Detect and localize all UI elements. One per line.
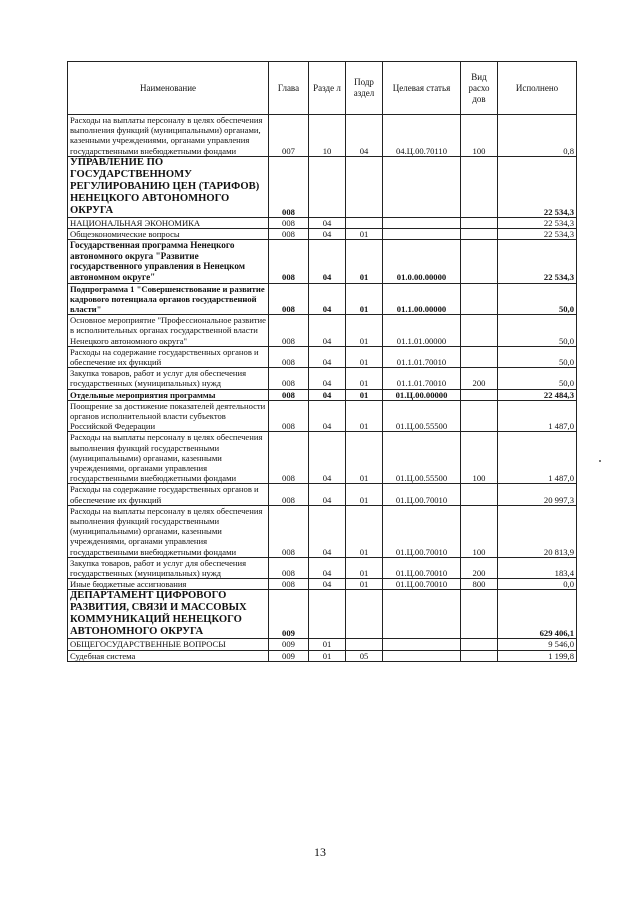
cell-ispolneno: 0,0 bbox=[498, 579, 577, 590]
cell-glava: 009 bbox=[269, 639, 309, 650]
cell-glava: 008 bbox=[269, 217, 309, 228]
table-row bbox=[68, 557, 577, 578]
cell-ispolneno: 20 813,9 bbox=[498, 505, 577, 557]
table-row bbox=[68, 283, 577, 315]
cell-glava: 008 bbox=[269, 389, 309, 400]
cell-glava: 008 bbox=[269, 315, 309, 347]
cell-statya: 01.Ц.00.70010 bbox=[383, 557, 461, 578]
table-body bbox=[68, 115, 577, 662]
table-row bbox=[68, 432, 577, 484]
cell-name: Расходы на выплаты персоналу в целях обеспечения выполнения функций государственными (муниципальными) органами, казенными учреждениями, органами управления государственными внебюджетными фондами bbox=[68, 432, 269, 484]
cell-statya: 01.Ц.00.55500 bbox=[383, 400, 461, 432]
cell-glava: 008 bbox=[269, 579, 309, 590]
cell-statya: 01.1.00.00000 bbox=[383, 283, 461, 315]
cell-glava: 008 bbox=[269, 432, 309, 484]
cell-razdel: 04 bbox=[309, 505, 346, 557]
table-row bbox=[68, 368, 577, 389]
cell-vid: 100 bbox=[461, 115, 498, 157]
table-header bbox=[68, 62, 577, 115]
header-vid: Вид расхо дов bbox=[461, 62, 498, 115]
cell-statya bbox=[383, 229, 461, 240]
cell-name: Расходы на содержание государственных органов и обеспечение их функций bbox=[68, 484, 269, 505]
header-name: Наименование bbox=[68, 62, 269, 115]
cell-glava: 008 bbox=[269, 229, 309, 240]
cell-podrazdel: 01 bbox=[346, 346, 383, 367]
cell-podrazdel: 01 bbox=[346, 240, 383, 283]
cell-razdel: 04 bbox=[309, 579, 346, 590]
cell-name: ОБЩЕГОСУДАРСТВЕННЫЕ ВОПРОСЫ bbox=[68, 639, 269, 650]
header-statya: Целевая статья bbox=[383, 62, 461, 115]
cell-razdel: 10 bbox=[309, 115, 346, 157]
cell-ispolneno: 50,0 bbox=[498, 315, 577, 347]
cell-ispolneno: 22 534,3 bbox=[498, 240, 577, 283]
cell-glava: 008 bbox=[269, 484, 309, 505]
cell-vid bbox=[461, 590, 498, 639]
cell-ispolneno: 1 199,8 bbox=[498, 650, 577, 661]
cell-name: НАЦИОНАЛЬНАЯ ЭКОНОМИКА bbox=[68, 217, 269, 228]
table-row bbox=[68, 579, 577, 590]
cell-name: Государственная программа Ненецкого автономного округа "Развитие государственного управления в Ненецком автономном округе" bbox=[68, 240, 269, 283]
cell-name: Расходы на выплаты персоналу в целях обеспечения выполнения функций государственными (муниципальными) органами, казенными учреждениями, органами управления государственными внебюджетными фондами bbox=[68, 505, 269, 557]
cell-razdel: 04 bbox=[309, 346, 346, 367]
cell-name: Закупка товаров, работ и услуг для обеспечения государственных (муниципальных) нужд bbox=[68, 557, 269, 578]
cell-podrazdel: 04 bbox=[346, 115, 383, 157]
cell-vid: 200 bbox=[461, 557, 498, 578]
cell-ispolneno: 50,0 bbox=[498, 368, 577, 389]
cell-vid bbox=[461, 389, 498, 400]
cell-ispolneno: 9 546,0 bbox=[498, 639, 577, 650]
cell-statya: 01.1.01.70010 bbox=[383, 368, 461, 389]
cell-ispolneno: 50,0 bbox=[498, 283, 577, 315]
cell-glava: 008 bbox=[269, 400, 309, 432]
header-ispolneno: Исполнено bbox=[498, 62, 577, 115]
table-row bbox=[68, 315, 577, 347]
table-row bbox=[68, 346, 577, 367]
budget-table bbox=[67, 61, 577, 662]
cell-razdel: 01 bbox=[309, 639, 346, 650]
cell-vid: 100 bbox=[461, 432, 498, 484]
page-number: 13 bbox=[314, 845, 326, 859]
cell-ispolneno: 22 484,3 bbox=[498, 389, 577, 400]
cell-ispolneno: 22 534,3 bbox=[498, 229, 577, 240]
cell-podrazdel bbox=[346, 217, 383, 228]
cell-statya bbox=[383, 156, 461, 217]
cell-podrazdel: 01 bbox=[346, 557, 383, 578]
cell-ispolneno: 22 534,3 bbox=[498, 217, 577, 228]
cell-razdel: 04 bbox=[309, 229, 346, 240]
cell-vid bbox=[461, 240, 498, 283]
cell-name: ДЕПАРТАМЕНТ ЦИФРОВОГО РАЗВИТИЯ, СВЯЗИ И МАССОВЫХ КОММУНИКАЦИЙ НЕНЕЦКОГО АВТОНОМНОГО ОКРУГА bbox=[68, 590, 269, 639]
scan-speck bbox=[599, 460, 601, 462]
table-row bbox=[68, 400, 577, 432]
cell-statya: 01.1.01.70010 bbox=[383, 346, 461, 367]
cell-razdel: 04 bbox=[309, 400, 346, 432]
cell-podrazdel bbox=[346, 156, 383, 217]
cell-razdel: 04 bbox=[309, 557, 346, 578]
cell-podrazdel: 01 bbox=[346, 484, 383, 505]
cell-podrazdel: 01 bbox=[346, 368, 383, 389]
cell-podrazdel: 01 bbox=[346, 579, 383, 590]
cell-ispolneno: 183,4 bbox=[498, 557, 577, 578]
cell-statya: 01.Ц.00.70010 bbox=[383, 579, 461, 590]
cell-razdel: 04 bbox=[309, 389, 346, 400]
cell-name: Судебная система bbox=[68, 650, 269, 661]
cell-vid bbox=[461, 639, 498, 650]
cell-vid bbox=[461, 283, 498, 315]
cell-ispolneno: 0,8 bbox=[498, 115, 577, 157]
cell-vid bbox=[461, 217, 498, 228]
cell-ispolneno: 50,0 bbox=[498, 346, 577, 367]
cell-vid bbox=[461, 156, 498, 217]
cell-statya: 01.Ц.00.00000 bbox=[383, 389, 461, 400]
cell-podrazdel: 01 bbox=[346, 315, 383, 347]
header-row bbox=[68, 62, 577, 115]
cell-razdel bbox=[309, 156, 346, 217]
cell-podrazdel: 01 bbox=[346, 389, 383, 400]
cell-glava: 009 bbox=[269, 650, 309, 661]
cell-glava: 008 bbox=[269, 346, 309, 367]
cell-vid bbox=[461, 484, 498, 505]
cell-ispolneno: 20 997,3 bbox=[498, 484, 577, 505]
cell-podrazdel: 01 bbox=[346, 432, 383, 484]
cell-razdel: 04 bbox=[309, 315, 346, 347]
cell-glava: 008 bbox=[269, 156, 309, 217]
cell-statya bbox=[383, 590, 461, 639]
cell-podrazdel: 01 bbox=[346, 400, 383, 432]
cell-vid: 200 bbox=[461, 368, 498, 389]
cell-ispolneno: 1 487,0 bbox=[498, 400, 577, 432]
cell-name: Отдельные мероприятия программы bbox=[68, 389, 269, 400]
cell-razdel: 04 bbox=[309, 240, 346, 283]
cell-podrazdel bbox=[346, 639, 383, 650]
table-row bbox=[68, 115, 577, 157]
cell-name: УПРАВЛЕНИЕ ПО ГОСУДАРСТВЕННОМУ РЕГУЛИРОВАНИЮ ЦЕН (ТАРИФОВ) НЕНЕЦКОГО АВТОНОМНОГО ОКРУГА bbox=[68, 156, 269, 217]
cell-glava: 009 bbox=[269, 590, 309, 639]
cell-razdel: 04 bbox=[309, 283, 346, 315]
cell-statya bbox=[383, 650, 461, 661]
table-row bbox=[68, 505, 577, 557]
cell-name: Расходы на выплаты персоналу в целях обеспечения выполнения функций (муниципальными) органами, казенными учреждениями, органами управления государственными внебюджетными фондами bbox=[68, 115, 269, 157]
cell-podrazdel: 01 bbox=[346, 505, 383, 557]
cell-vid bbox=[461, 650, 498, 661]
cell-razdel: 04 bbox=[309, 217, 346, 228]
cell-name: Иные бюджетные ассигнования bbox=[68, 579, 269, 590]
cell-razdel: 04 bbox=[309, 484, 346, 505]
cell-ispolneno: 22 534,3 bbox=[498, 156, 577, 217]
header-podrazdel: Подр аздел bbox=[346, 62, 383, 115]
header-glava: Глава bbox=[269, 62, 309, 115]
cell-statya: 01.Ц.00.70010 bbox=[383, 484, 461, 505]
cell-glava: 008 bbox=[269, 368, 309, 389]
table-row bbox=[68, 156, 577, 217]
cell-statya: 01.1.01.00000 bbox=[383, 315, 461, 347]
table-row bbox=[68, 484, 577, 505]
cell-vid bbox=[461, 400, 498, 432]
cell-podrazdel: 01 bbox=[346, 229, 383, 240]
cell-podrazdel bbox=[346, 590, 383, 639]
cell-statya: 01.Ц.00.55500 bbox=[383, 432, 461, 484]
table-row bbox=[68, 650, 577, 661]
table-row bbox=[68, 217, 577, 228]
cell-name: Закупка товаров, работ и услуг для обеспечения государственных (муниципальных) нужд bbox=[68, 368, 269, 389]
cell-podrazdel: 01 bbox=[346, 283, 383, 315]
cell-name: Основное мероприятие "Профессиональное развитие в исполнительных органах государственной власти Ненецкого автономного округа" bbox=[68, 315, 269, 347]
cell-ispolneno: 1 487,0 bbox=[498, 432, 577, 484]
cell-razdel bbox=[309, 590, 346, 639]
table-row bbox=[68, 639, 577, 650]
cell-vid: 100 bbox=[461, 505, 498, 557]
cell-glava: 007 bbox=[269, 115, 309, 157]
cell-statya bbox=[383, 217, 461, 228]
cell-glava: 008 bbox=[269, 283, 309, 315]
cell-glava: 008 bbox=[269, 505, 309, 557]
cell-vid: 800 bbox=[461, 579, 498, 590]
cell-glava: 008 bbox=[269, 557, 309, 578]
cell-name: Общеэкономические вопросы bbox=[68, 229, 269, 240]
cell-glava: 008 bbox=[269, 240, 309, 283]
table-row bbox=[68, 229, 577, 240]
cell-statya bbox=[383, 639, 461, 650]
cell-razdel: 04 bbox=[309, 368, 346, 389]
cell-vid bbox=[461, 229, 498, 240]
cell-razdel: 04 bbox=[309, 432, 346, 484]
table-row bbox=[68, 590, 577, 639]
cell-statya: 01.Ц.00.70010 bbox=[383, 505, 461, 557]
cell-statya: 01.0.00.00000 bbox=[383, 240, 461, 283]
header-razdel: Разде л bbox=[309, 62, 346, 115]
cell-statya: 04.Ц.00.70110 bbox=[383, 115, 461, 157]
cell-name: Поощрение за достижение показателей деятельности органов исполнительной власти субъектов Российской Федерации bbox=[68, 400, 269, 432]
cell-name: Расходы на содержание государственных органов и обеспечение их функций bbox=[68, 346, 269, 367]
cell-podrazdel: 05 bbox=[346, 650, 383, 661]
table-row bbox=[68, 240, 577, 283]
table-row bbox=[68, 389, 577, 400]
cell-vid bbox=[461, 315, 498, 347]
cell-ispolneno: 629 406,1 bbox=[498, 590, 577, 639]
cell-vid bbox=[461, 346, 498, 367]
cell-razdel: 01 bbox=[309, 650, 346, 661]
cell-name: Подпрограмма 1 "Совершенствование и развитие кадрового потенциала органов государственной власти" bbox=[68, 283, 269, 315]
